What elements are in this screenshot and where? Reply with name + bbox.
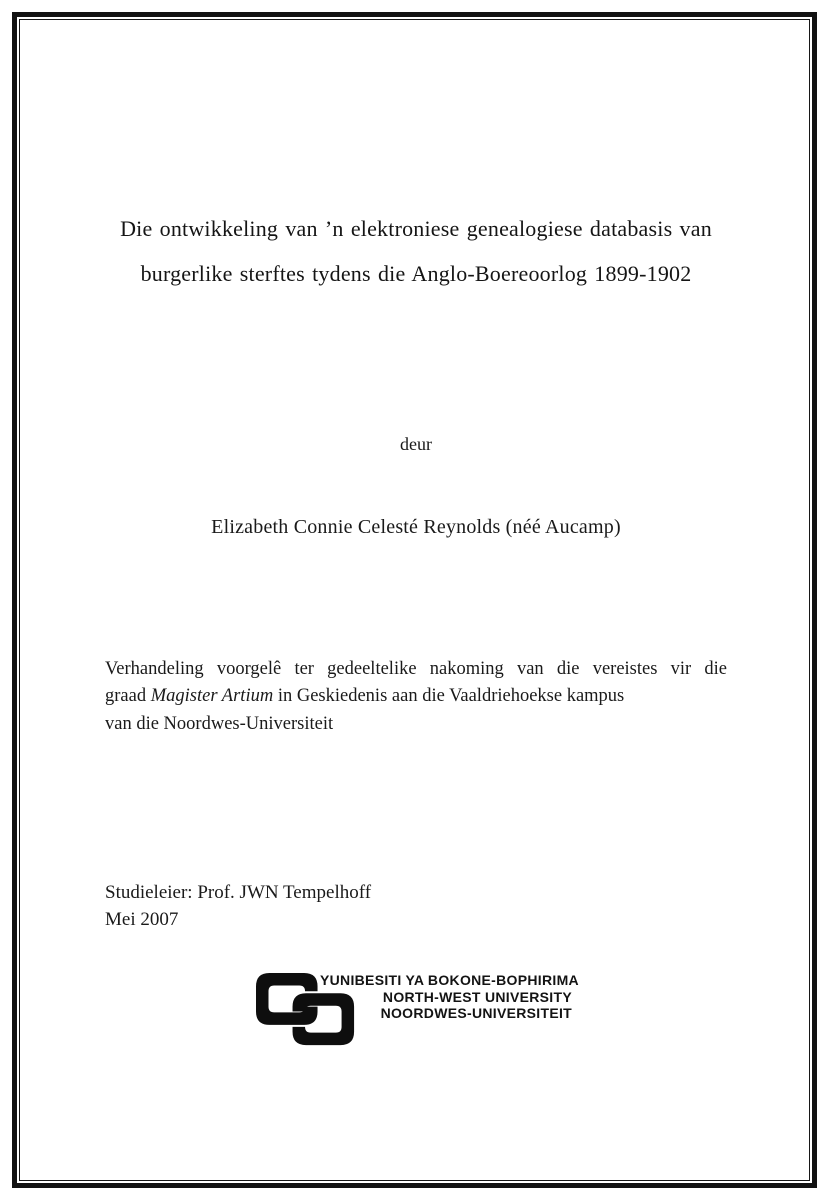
- university-name-block: [320, 972, 579, 1022]
- university-name-afrikaans: NOORDWES-UNIVERSITEIT: [380, 1005, 572, 1022]
- thesis-title-line1: Die ontwikkeling van ’n elektroniese genealogiese databasis van: [120, 216, 712, 241]
- byline: deur: [400, 434, 432, 454]
- page-border-outer: [12, 12, 817, 1188]
- supervisor-line: Studieleier: Prof. JWN Tempelhoff: [105, 882, 372, 904]
- university-logo: [256, 971, 586, 1055]
- supervisor-block: [105, 879, 727, 933]
- thesis-title-line2: burgerlike sterftes tydens die Anglo-Boereoorlog 1899-1902: [140, 261, 692, 286]
- university-name-english: NORTH-WEST UNIVERSITY: [382, 988, 572, 1005]
- degree-statement-line3: van die Noordwes-Universiteit: [105, 713, 334, 734]
- university-name-setswana: YUNIBESITI YA BOKONE-BOPHIRIMA: [320, 972, 579, 989]
- date-line: Mei 2007: [105, 909, 179, 931]
- degree-statement-line2-prefix: graad: [105, 686, 151, 707]
- degree-name: Magister Artium: [150, 686, 274, 707]
- degree-statement-line1: Verhandeling voorgelê ter gedeeltelike nakoming van die vereistes vir die: [105, 659, 727, 679]
- author-name: Elizabeth Connie Celesté Reynolds (néé Aucamp): [211, 516, 621, 538]
- degree-statement-line2: [105, 683, 727, 710]
- degree-statement-line2-suffix: in Geskiedenis aan die Vaaldriehoekse kampus: [273, 686, 625, 707]
- degree-statement: [105, 656, 727, 738]
- page-content: [20, 206, 809, 1055]
- thesis-title: [105, 206, 727, 296]
- page-border-inner: [19, 19, 810, 1181]
